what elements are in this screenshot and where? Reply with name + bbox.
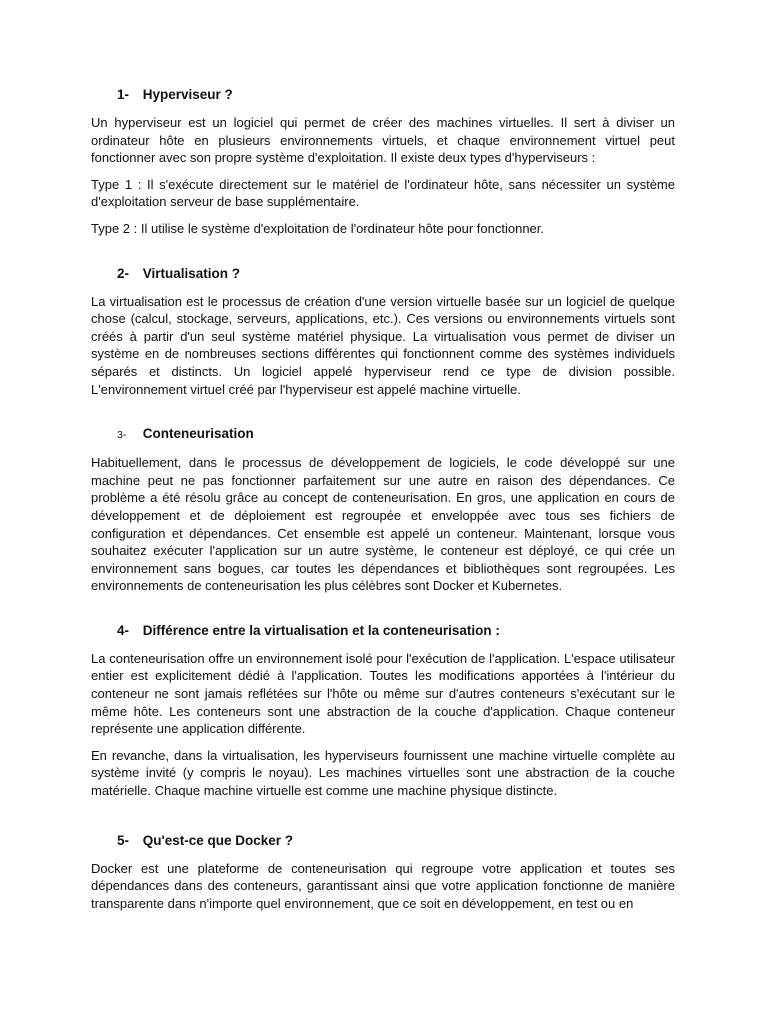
section-number: 4-	[117, 622, 130, 638]
section-number: 1-	[117, 87, 130, 102]
paragraph: Docker est une plateforme de conteneurisation qui regroupe votre application et toutes ses dépendances dans des conteneurs, garantissant ainsi que votre application fonctionne de manière transparente dans n'importe quel environnement, que ce soit en développement, en test ou en	[91, 860, 675, 911]
section-heading	[117, 620, 675, 642]
section-title: Hyperviseur ?	[142, 87, 233, 102]
paragraph: En revanche, dans la virtualisation, les hyperviseurs fournissent une machine virtuelle complète au système invité (y compris le noyau). Les machines virtuelles sont une abstraction de la couche matérielle. Chaque machine virtuelle est comme une machine physique distincte.	[91, 747, 675, 799]
section-number: 2-	[117, 265, 130, 281]
paragraph: La virtualisation est le processus de création d'une version virtuelle basée sur un logiciel de quelque chose (calcul, stockage, serveurs, applications, etc.). Ces versions ou environnements virtuels sont créés à partir d'un seul système matériel physique. La virtualisation vous permet de diviser un système en de nombreuses sections différentes qui fonctionnent comme des systèmes individuels séparés et distincts. Un logiciel appelé hyperviseur rend ce type de division possible. L'environnement virtuel créé par l'hyperviseur est appelé machine virtuelle.	[91, 293, 675, 397]
section-virtualisation	[91, 263, 675, 399]
section-title: Virtualisation ?	[142, 265, 241, 281]
section-heading	[117, 830, 675, 852]
section-difference	[91, 620, 675, 800]
section-number: 3-	[117, 429, 127, 442]
paragraph: Un hyperviseur est un logiciel qui permet de créer des machines virtuelles. Il sert à diviser un ordinateur hôte en plusieurs environnements virtuels, et chaque environnement virtuel peut fonctionner avec son propre système d'exploitation. Il existe deux types d'hyperviseurs :	[91, 115, 675, 166]
section-heading	[117, 84, 675, 106]
paragraph: La conteneurisation offre un environnement isolé pour l'exécution de l'application. L'espace utilisateur entier est explicitement dédié à l'application. Toutes les modifications apportées à l'intérieur du conteneur ne sont jamais reflétées sur l'hôte ou même sur d'autres conteneurs s'exécutant sur le même hôte. Les conteneurs sont une abstraction de la couche d'application. Chaque conteneur représente une application différente.	[91, 650, 675, 737]
section-heading	[117, 263, 675, 285]
section-number: 5-	[117, 832, 130, 848]
section-title: Qu'est-ce que Docker ?	[142, 832, 294, 848]
paragraph: Type 1 : Il s'exécute directement sur le matériel de l'ordinateur hôte, sans nécessiter un système d'exploitation serveur de base supplémentaire.	[91, 176, 675, 210]
document-body	[91, 84, 675, 912]
section-title: Différence entre la virtualisation et la conteneurisation :	[142, 622, 500, 638]
paragraph: Habituellement, dans le processus de développement de logiciels, le code développé sur une machine peut ne pas fonctionner parfaitement sur une autre en raison des dépendances. Ce problème a été résolu grâce au concept de conteneurisation. En gros, une application en cours de développement et de déploiement est regroupée et enveloppée avec tous ses fichiers de configuration et dépendances. Cet ensemble est appelé un conteneur. Maintenant, lorsque vous souhaitez exécuter l'application sur un autre système, le conteneur est déployé, ce qui crée un environnement sans bogues, car toutes les dépendances et bibliothèques sont regroupées. Les environnements de conteneurisation les plus célèbres sont Docker et Kubernetes.	[91, 455, 675, 594]
section-conteneurisation	[91, 423, 675, 595]
paragraph: Type 2 : Il utilise le système d'exploitation de l'ordinateur hôte pour fonctionner.	[91, 220, 545, 236]
section-heading	[117, 423, 675, 446]
section-title: Conteneurisation	[142, 426, 254, 442]
section-hyperviseur	[91, 84, 675, 238]
section-docker	[91, 830, 675, 913]
